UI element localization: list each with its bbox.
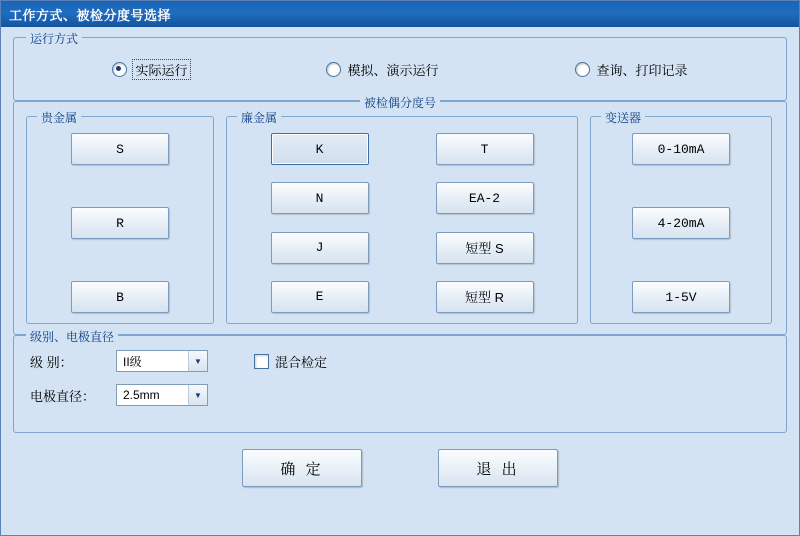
grade-select[interactable] xyxy=(116,350,208,372)
mixed-check-row[interactable] xyxy=(254,352,327,371)
base-metal-legend: 廉金属 xyxy=(237,109,281,126)
thermocouple-legend: 被检偶分度号 xyxy=(360,94,440,111)
mixed-check-label: 混合检定 xyxy=(275,354,328,370)
button-type-t[interactable]: T xyxy=(436,133,534,165)
grade-select-value: II级 xyxy=(123,354,142,369)
run-mode-group xyxy=(13,32,787,101)
grade-group xyxy=(13,330,787,433)
radio-simulation-run[interactable] xyxy=(326,60,438,79)
button-0-10ma[interactable]: 0-10mA xyxy=(632,133,730,165)
button-type-n[interactable]: N xyxy=(271,182,369,214)
radio-simulation-run-icon xyxy=(326,62,341,77)
radio-query-print[interactable] xyxy=(575,60,687,79)
radio-simulation-run-label: 模拟、演示运行 xyxy=(347,62,439,78)
dialog-client-area xyxy=(1,27,799,535)
title-bar xyxy=(1,1,799,27)
radio-actual-run-label: 实际运行 xyxy=(133,60,189,79)
button-type-j[interactable]: J xyxy=(271,232,369,264)
window-title: 工作方式、被检分度号选择 xyxy=(9,7,172,23)
radio-actual-run[interactable] xyxy=(112,60,189,79)
transmitter-legend: 变送器 xyxy=(601,109,645,126)
button-type-b[interactable]: B xyxy=(71,281,169,313)
precious-metal-group xyxy=(26,111,214,324)
thermocouple-group xyxy=(13,96,787,335)
button-type-s[interactable]: S xyxy=(71,133,169,165)
button-type-e[interactable]: E xyxy=(271,281,369,313)
ok-button[interactable]: 确 定 xyxy=(242,449,362,487)
mixed-checkbox[interactable] xyxy=(254,354,269,369)
chevron-down-icon[interactable]: ▼ xyxy=(188,351,207,371)
transmitter-group xyxy=(590,111,772,324)
diameter-select[interactable] xyxy=(116,384,208,406)
grade-legend: 级别、电极直径 xyxy=(26,328,118,345)
exit-button[interactable]: 退 出 xyxy=(438,449,558,487)
run-mode-legend: 运行方式 xyxy=(26,30,82,47)
diameter-select-value: 2.5mm xyxy=(123,388,160,402)
button-type-ea2[interactable]: EA-2 xyxy=(436,182,534,214)
base-metal-group xyxy=(226,111,578,324)
precious-metal-legend: 贵金属 xyxy=(37,109,81,126)
radio-actual-run-icon xyxy=(112,62,127,77)
button-4-20ma[interactable]: 4-20mA xyxy=(632,207,730,239)
button-short-type-s[interactable]: 短型 S xyxy=(436,232,534,264)
diameter-label: 电极直径： xyxy=(30,388,96,404)
radio-query-print-icon xyxy=(575,62,590,77)
radio-query-print-label: 查询、打印记录 xyxy=(596,62,688,78)
button-type-r[interactable]: R xyxy=(71,207,169,239)
button-short-type-r[interactable]: 短型 R xyxy=(436,281,534,313)
footer-buttons xyxy=(13,449,787,487)
button-type-k[interactable]: K xyxy=(271,133,369,165)
chevron-down-icon[interactable]: ▼ xyxy=(188,385,207,405)
grade-label: 级 别： xyxy=(30,354,73,370)
button-1-5v[interactable]: 1-5V xyxy=(632,281,730,313)
